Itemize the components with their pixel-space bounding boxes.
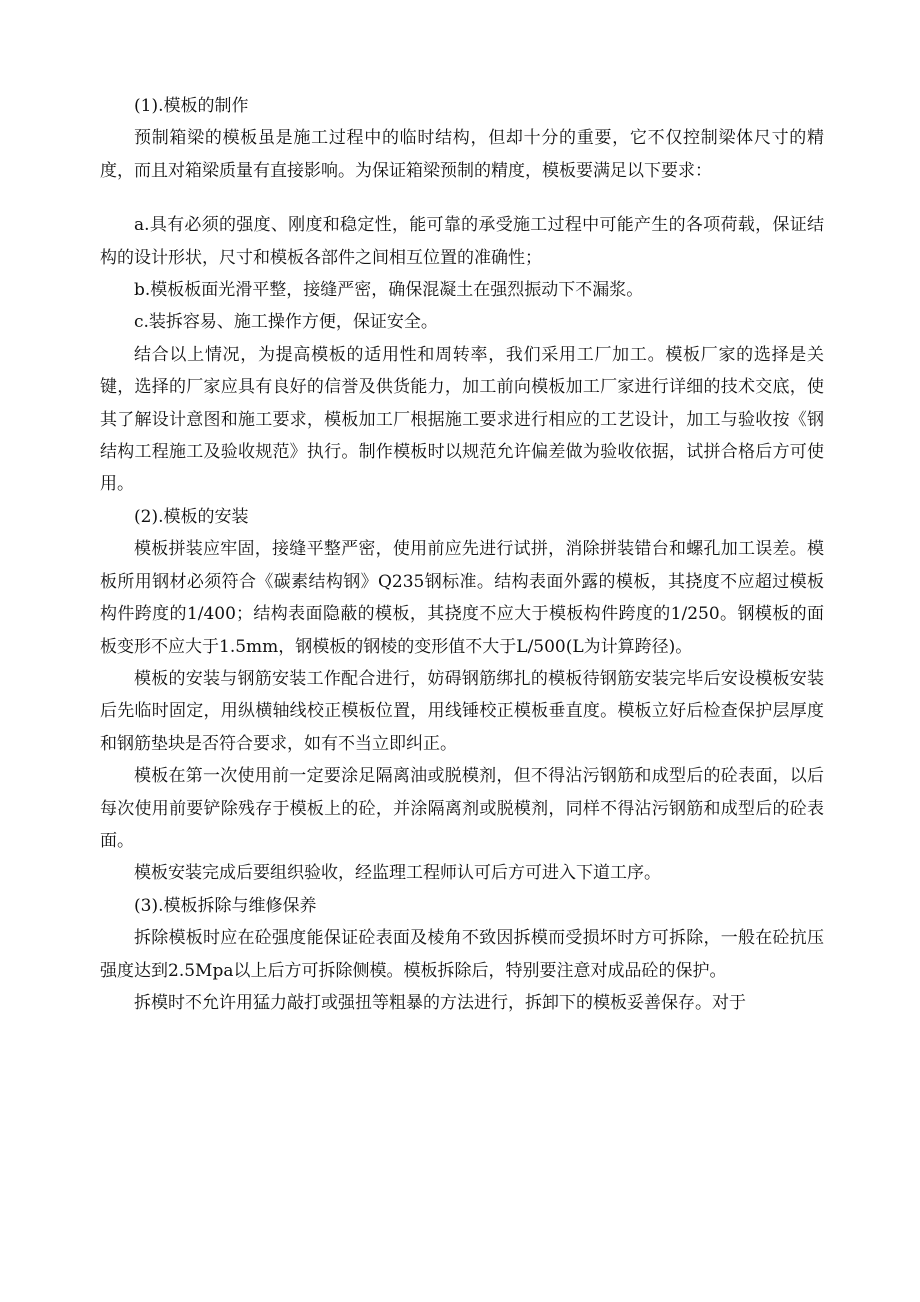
paragraph-removal: 拆除模板时应在砼强度能保证砼表面及棱角不致因拆模而受损坏时方可拆除，一般在砼抗压强度达到2.5Mpa以上后方可拆除侧模。模板拆除后，特别要注意对成品砼的保护。	[100, 928, 824, 981]
paragraph-removal-method: 拆模时不允许用猛力敲打或强扭等粗暴的方法进行，拆卸下的模板妥善保存。对于	[134, 992, 746, 1013]
paragraph-acceptance: 模板安装完成后要组织验收，经监理工程师认可后方可进入下道工序。	[134, 863, 661, 884]
paragraph-release-agent: 模板在第一次使用前一定要涂足隔离油或脱模剂，但不得沾污钢筋和成型后的砼表面，以后每次使用前要铲除残存于模板上的砼，并涂隔离剂或脱模剂，同样不得沾污钢筋和成型后的砼表面。	[100, 766, 824, 851]
section-heading-1: (1).模板的制作	[134, 96, 249, 116]
paragraph-rebar: 模板的安装与钢筋安装工作配合进行，妨碍钢筋绑扎的模板待钢筋安装完毕后安设模板安装后先临时固定，用纵横轴线校正模板位置，用线锤校正模板垂直度。模板立好后检查保护层厚度和钢筋垫块是否符合要求，如有不当立即纠正。	[100, 668, 824, 754]
paragraph-assembly: 模板拼装应牢固，接缝平整严密，使用前应先进行试拼，消除拼装错台和螺孔加工误差。模板所用钢材必须符合《碳素结构钢》Q235钢标准。结构表面外露的模板，其挠度不应超过模板构件跨度的1/400；结构表面隐蔽的模板，其挠度不应大于模板构件跨度的1/250。钢模板的面板变形不应大于1.5mm，钢模板的钢棱的变形值不大于L/500(L为计算跨径)。	[100, 539, 824, 657]
requirement-c: c.装拆容易、施工操作方便，保证安全。	[134, 312, 438, 333]
blank-line	[100, 187, 824, 209]
paragraph-intro: 预制箱梁的模板虽是施工过程中的临时结构，但却十分的重要，它不仅控制梁体尺寸的精度，而且对箱梁质量有直接影响。为保证箱梁预制的精度，模板要满足以下要求：	[100, 128, 824, 181]
requirement-a: a.具有必须的强度、刚度和稳定性，能可靠的承受施工过程中可能产生的各项荷载，保证结构的设计形状，尺寸和模板各部件之间相互位置的准确性；	[100, 215, 824, 268]
paragraph-factory: 结合以上情况，为提高模板的适用性和周转率，我们采用工厂加工。模板厂家的选择是关键，选择的厂家应具有良好的信誉及供货能力，加工前向模板加工厂家进行详细的技术交底，使其了解设计意图和施工要求，模板加工厂根据施工要求进行相应的工艺设计，加工与验收按《钢结构工程施工及验收规范》执行。制作模板时以规范允许偏差做为验收依据，试拼合格后方可使用。	[100, 344, 824, 495]
section-heading-3: (3).模板拆除与维修保养	[134, 895, 317, 916]
document-page	[100, 90, 824, 1019]
requirement-b: b.模板板面光滑平整，接缝严密，确保混凝土在强烈振动下不漏浆。	[134, 280, 644, 301]
section-heading-2: (2).模板的安装	[134, 506, 249, 527]
